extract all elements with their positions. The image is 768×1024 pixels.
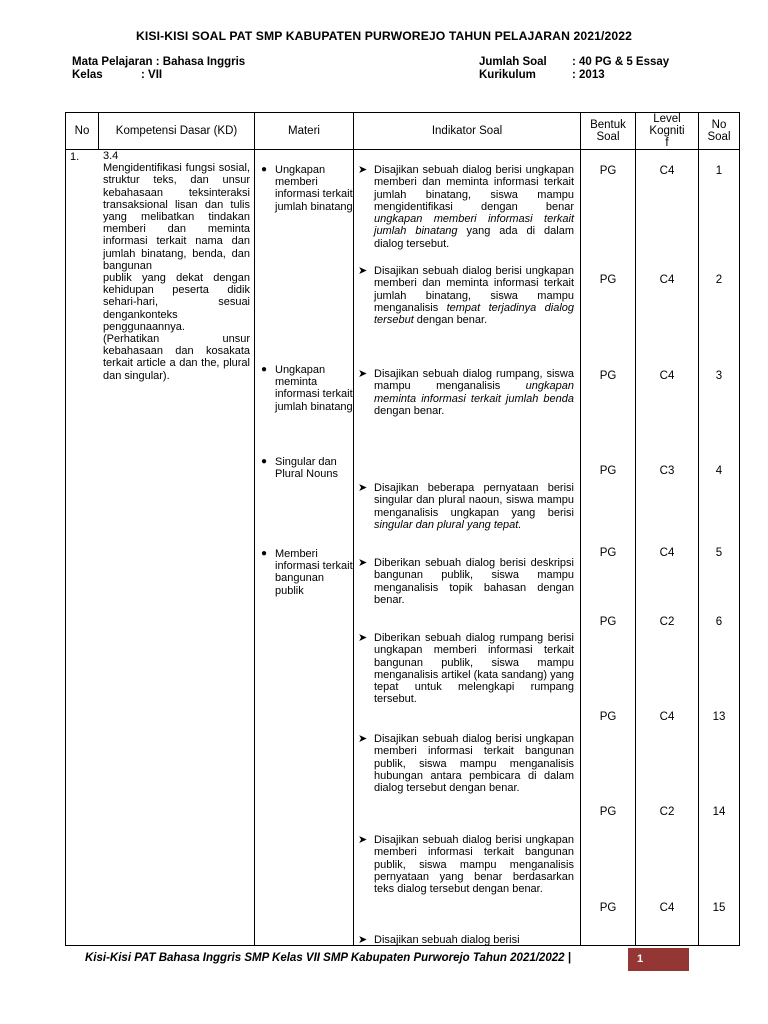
arrow-bullet-icon: ➤ (358, 368, 368, 380)
indikator-text (374, 482, 574, 531)
indikator-item (358, 834, 574, 895)
kompetensi-dasar-text (103, 150, 250, 382)
indikator-item (358, 482, 574, 531)
kd-paragraph-3: (Perhatikan unsur kebahasaan dan kosakata terkait article a dan the, plural dan singular). (103, 333, 250, 382)
table-header-row (66, 113, 740, 150)
indikator-text (374, 368, 574, 417)
header-nosoal-line2: Soal (707, 131, 731, 143)
indikator-item (358, 368, 574, 417)
bentuk-soal-value: PG (599, 902, 617, 914)
indikator-item (358, 164, 574, 250)
bentuk-soal-value: PG (599, 806, 617, 818)
header-no-soal (699, 113, 740, 150)
materi-item (259, 164, 355, 213)
indikator-emphasis: tempat terjadinya dialog tersebut (374, 301, 574, 327)
no-soal-value: 15 (712, 902, 726, 914)
arrow-bullet-icon: ➤ (358, 482, 368, 494)
no-soal-value: 13 (712, 711, 726, 723)
level-value: C4 (659, 370, 675, 382)
level-value: C4 (659, 711, 675, 723)
bentuk-soal-value: PG (599, 274, 617, 286)
no-soal-cell (699, 150, 740, 946)
header-no: No (66, 113, 99, 150)
header-kd: Kompetensi Dasar (KD) (99, 113, 255, 150)
header-indikator: Indikator Soal (354, 113, 581, 150)
indikator-text-part: Disajikan beberapa pernyataan berisi singular dan plural naoun, siswa mampu menganalisis ungkapan yang berisi (374, 482, 574, 519)
indikator-text: Diberikan sebuah dialog rumpang berisi ungkapan memberi informasi terkait bangunan publik, siswa mampu menganalisis artikel (kata sandang) yang tepat untuk melengkapi rumpang tersebut. (374, 632, 574, 706)
level-value: C2 (659, 806, 675, 818)
indikator-text: Disajikan sebuah dialog berisi (374, 934, 520, 946)
indikator-text: Disajikan sebuah dialog berisi ungkapan memberi informasi terkait bangunan publik, siswa mampu menganalisis hubungan antara pembicara di dalam dialog tersebut dengan benar. (374, 733, 574, 795)
arrow-bullet-icon: ➤ (358, 557, 368, 569)
indikator-text-part: Disajikan sebuah dialog berisi ungkapan memberi dan meminta informasi terkait jumlah binatang, siswa mampu menganalisis (374, 265, 574, 314)
materi-item-text: Memberi informasi terkait bangunan publik (275, 548, 353, 597)
indikator-text-part: dengan benar. (374, 404, 445, 417)
bentuk-soal-value: PG (599, 165, 617, 177)
indikator-text-part: yang ada di dalam dialog tersebut. (374, 225, 574, 250)
header-materi: Materi (255, 113, 354, 150)
header-bentuk-line1: Bentuk (590, 119, 626, 131)
level-value: C4 (659, 547, 675, 559)
indikator-cell (354, 150, 581, 946)
no-soal-value: 14 (712, 806, 726, 818)
header-level-line2: Kogniti (649, 125, 685, 137)
kd-paragraph-2: publik yang dekat dengan kehidupan peserta didik sehari-hari, sesuai dengankonteks penggunaannya. (103, 272, 250, 333)
no-soal-value: 4 (715, 465, 723, 477)
arrow-bullet-icon: ➤ (358, 265, 368, 277)
header-level-kognitif (636, 113, 699, 150)
footer-divider (65, 945, 739, 946)
level-value: C4 (659, 902, 675, 914)
indikator-text: Diberikan sebuah dialog berisi deskripsi bangunan publik, siswa mampu menganalisis topik bahasan dengan benar. (374, 557, 574, 606)
bentuk-soal-value: PG (599, 465, 617, 477)
bullet-icon: ● (261, 548, 268, 559)
arrow-bullet-icon: ➤ (358, 834, 368, 846)
indikator-emphasis: singular dan plural yang tepat. (374, 518, 522, 531)
document-title: KISI-KISI SOAL PAT SMP KABUPATEN PURWOREJO TAHUN PELAJARAN 2021/2022 (136, 29, 632, 43)
bentuk-soal-value: PG (599, 616, 617, 628)
indikator-text-part: Disajikan sebuah dialog rumpang, siswa mampu menganalisis (374, 368, 574, 393)
no-soal-value: 1 (715, 165, 723, 177)
indikator-text: Disajikan sebuah dialog berisi ungkapan memberi informasi terkait bangunan publik, siswa mampu menganalisis pernyataan yang benar berdasarkan teks dialog tersebut dengan benar. (374, 834, 574, 896)
no-soal-value: 3 (715, 370, 723, 382)
meta-jumlah-value: : 40 PG & 5 Essay (572, 56, 670, 68)
no-soal-value: 2 (715, 274, 723, 286)
meta-kurikulum-value: : 2013 (572, 69, 605, 81)
level-value: C4 (659, 274, 675, 286)
indikator-item (358, 632, 574, 706)
level-value: C4 (659, 165, 675, 177)
bullet-icon: ● (261, 164, 268, 175)
header-bentuk-line2: Soal (596, 131, 620, 143)
page-number-badge (628, 948, 689, 971)
indikator-text (374, 265, 574, 326)
arrow-bullet-icon: ➤ (358, 164, 368, 176)
no-soal-value: 5 (715, 547, 723, 559)
materi-item (259, 548, 355, 597)
footer-text: Kisi-Kisi PAT Bahasa Inggris SMP Kelas VII SMP Kabupaten Purworejo Tahun 2021/2022 | (85, 952, 571, 964)
indikator-item (358, 733, 574, 794)
bentuk-soal-value: PG (599, 711, 617, 723)
bullet-icon: ● (261, 364, 268, 375)
kd-paragraph-1: Mengidentifikasi fungsi sosial, struktur teks, dan unsur kebahasaan teksinteraksi transaksional lisan dan tulis yang melibatkan tindakan memberi dan meminta informasi terkait nama dan jumlah binatang, benda, dan bangunan (103, 162, 250, 272)
header-bentuk-soal (581, 113, 636, 150)
kd-code: 3.4 (103, 150, 119, 162)
indikator-text (374, 164, 574, 250)
materi-cell (255, 150, 354, 946)
level-value: C2 (659, 616, 675, 628)
bentuk-soal-cell (581, 150, 636, 946)
materi-item (259, 364, 355, 413)
indikator-item (358, 557, 574, 606)
indikator-emphasis: ungkapan meminta informasi terkait jumlah benda (374, 380, 574, 405)
indikator-text-part: Disajikan sebuah dialog berisi ungkapan memberi dan meminta informasi terkait jumlah binatang, siswa mampu mengidentifikasi dengan benar (374, 164, 574, 213)
level-kognitif-cell (636, 150, 699, 946)
page-number: 1 (637, 953, 644, 965)
arrow-bullet-icon: ➤ (358, 934, 368, 946)
kisi-kisi-table (65, 112, 740, 946)
header-nosoal-line1: No (711, 119, 727, 131)
table-row (66, 150, 740, 946)
meta-kelas: Kelas : VII (72, 69, 163, 81)
kd-cell (66, 150, 255, 946)
materi-item-text: Ungkapan memberi informasi terkait jumlah binatang (275, 164, 353, 213)
header-level-line3: f (665, 137, 669, 149)
arrow-bullet-icon: ➤ (358, 632, 368, 644)
indikator-emphasis: ungkapan memberi informasi terkait jumlah binatang (374, 213, 574, 238)
meta-kurikulum-label: Kurikulum (479, 69, 536, 81)
bullet-icon: ● (261, 456, 268, 467)
indikator-item (358, 265, 574, 326)
materi-item (259, 456, 355, 480)
arrow-bullet-icon: ➤ (358, 733, 368, 745)
bentuk-soal-value: PG (599, 547, 617, 559)
materi-item-text: Singular dan Plural Nouns (275, 456, 338, 481)
header-level-line1: Level (653, 113, 681, 125)
indikator-text-part: dengan benar. (413, 314, 488, 327)
meta-jumlah-label: Jumlah Soal (479, 56, 547, 68)
bentuk-soal-value: PG (599, 370, 617, 382)
level-value: C3 (659, 465, 675, 477)
no-soal-value: 6 (715, 616, 723, 628)
row-number: 1. (70, 151, 80, 163)
materi-item-text: Ungkapan meminta informasi terkait jumlah binatang (275, 364, 353, 413)
meta-mapel: Mata Pelajaran : Bahasa Inggris (72, 56, 246, 68)
